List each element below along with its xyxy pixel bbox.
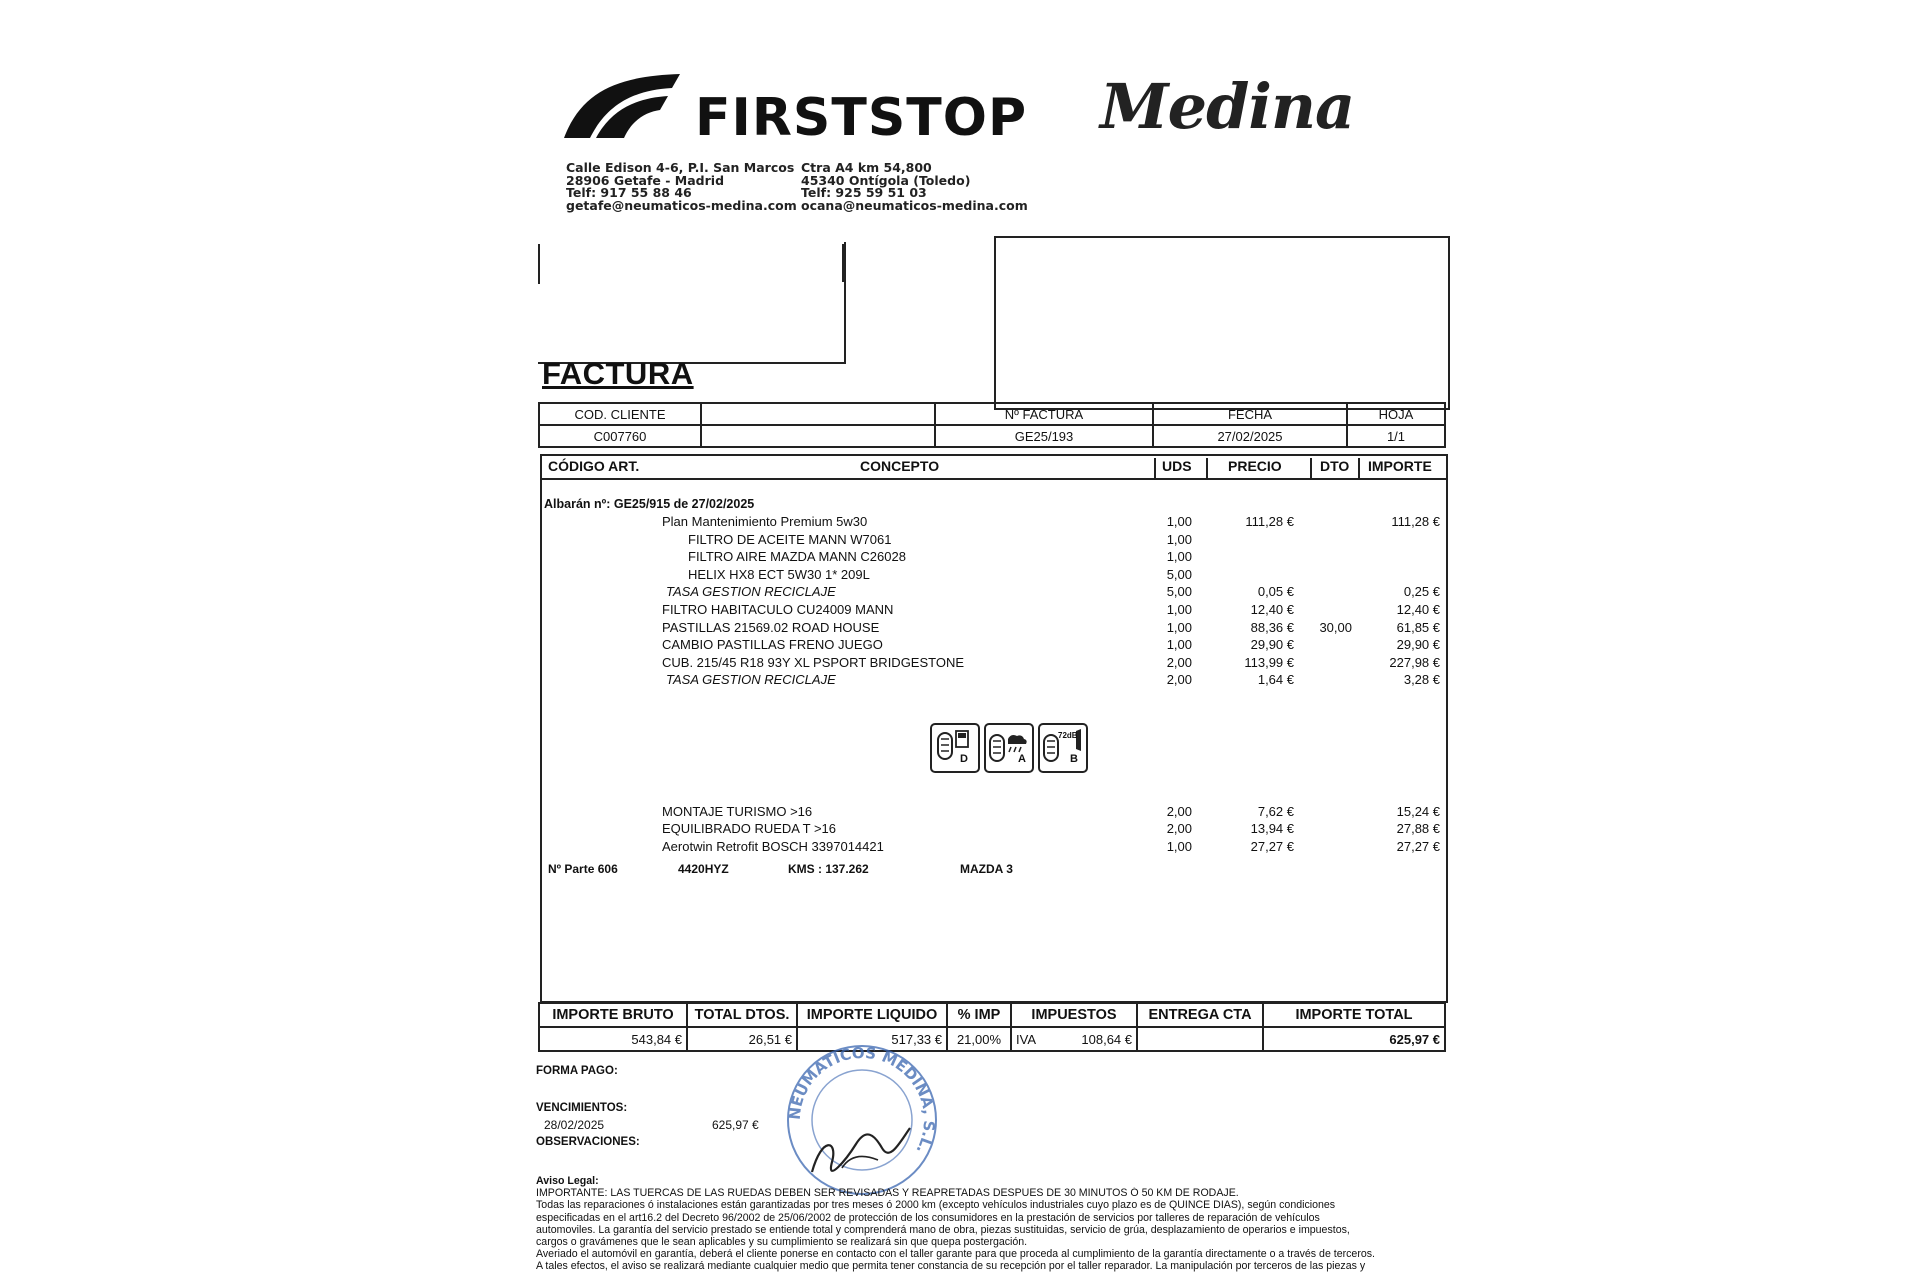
vencimientos-label: VENCIMIENTOS: [536,1102,628,1114]
n-factura-label: Nº FACTURA [935,403,1153,425]
line-precio: 88,36 € [1250,620,1294,635]
redacted-box-edge [538,244,540,284]
line-importe: 61,85 € [1396,620,1440,635]
bruto-label: IMPORTE BRUTO [539,1003,687,1027]
legal-title: Aviso Legal: [536,1175,599,1187]
wet-grip-badge [984,723,1034,773]
address-line: getafe@neumaticos-medina.com [566,197,797,213]
impuestos-label: IMPUESTOS [1011,1003,1137,1027]
address-line: ocana@neumaticos-medina.com [801,197,1028,213]
line-uds: 2,00 [1166,672,1192,687]
line-uds: 2,00 [1166,804,1192,819]
line-precio: 29,90 € [1250,637,1294,652]
legal-line: Averiado el automóvil en garantía, deberá el cliente ponerse en contacto con el taller garante para que proceda al cumplimiento de la garantía directamente o a través de terceros. [536,1248,1375,1261]
total-value: 625,97 € [1263,1027,1445,1051]
forma-pago-label: FORMA PAGO: [536,1065,618,1077]
line-concepto: EQUILIBRADO RUEDA T >16 [662,821,837,836]
liquido-label: IMPORTE LIQUIDO [797,1003,947,1027]
medina-logo: Medina [1100,70,1355,143]
redacted-box-edge [842,244,844,282]
impuestos-value: 108,64 € [1081,1031,1132,1047]
line-uds: 5,00 [1166,584,1192,599]
line-uds: 1,00 [1166,532,1192,547]
albaran-line: Albarán nº: GE25/915 de 27/02/2025 [544,497,755,511]
redacted-cell [701,425,935,447]
col-precio: PRECIO [1228,458,1282,474]
line-importe: 29,90 € [1396,637,1440,652]
line-uds: 5,00 [1166,567,1192,582]
totals-table [538,1002,1446,1052]
items-header [542,456,1446,480]
line-precio: 0,05 € [1257,584,1294,599]
vehicle-kms: KMS : 137.262 [788,862,869,876]
line-concepto: FILTRO DE ACEITE MANN W7061 [688,532,892,547]
line-precio: 13,94 € [1250,821,1294,836]
line-precio: 1,64 € [1257,672,1294,687]
address-line: 45340 Ontígola (Toledo) [801,172,971,188]
fuel-pump-icon [932,725,978,771]
column-divider [1310,458,1312,480]
cod-cliente-value: C007760 [539,425,701,447]
line-importe: 27,88 € [1396,821,1440,836]
vehicle-model: MAZDA 3 [960,862,1013,876]
line-uds: 1,00 [1166,602,1192,617]
column-divider [1358,458,1360,480]
line-uds: 1,00 [1166,514,1192,529]
redacted-client-box [994,236,1450,410]
firststop-wordmark: FIRSTSTOP [695,88,1028,148]
invoice-sheet [530,12,1450,1273]
address-ontigola [801,162,1028,212]
entrega-label: ENTREGA CTA [1137,1003,1263,1027]
wet-class: A [1018,753,1026,765]
address-line: Ctra A4 km 54,800 [801,160,932,175]
hoja-label: HOJA [1347,403,1445,425]
redacted-sender-box [538,242,846,364]
line-concepto: FILTRO HABITACULO CU24009 MANN [662,602,894,617]
line-uds: 2,00 [1166,655,1192,670]
parte-number: Nº Parte 606 [548,862,618,876]
line-concepto: PASTILLAS 21569.02 ROAD HOUSE [662,620,880,635]
vencimiento-fecha: 28/02/2025 [544,1118,605,1132]
observaciones-label: OBSERVACIONES: [536,1136,640,1148]
line-uds: 1,00 [1166,549,1192,564]
line-concepto: MONTAJE TURISMO >16 [662,804,813,819]
invoice-items [540,454,1448,1003]
iva-label: IVA [1016,1031,1036,1047]
invoice-header-table [538,402,1446,448]
fecha-value: 27/02/2025 [1153,425,1347,447]
col-uds: UDS [1162,458,1192,474]
fuel-efficiency-badge [930,723,980,773]
pct-value: 21,00% [947,1027,1011,1051]
line-precio: 111,28 € [1245,514,1294,529]
document-title: FACTURA [542,356,694,391]
tyre-eu-label [930,723,1090,775]
entrega-value [1137,1027,1263,1051]
address-line: 28906 Getafe - Madrid [566,172,725,188]
impuestos-cell [1011,1027,1137,1051]
col-concepto: CONCEPTO [860,458,940,474]
hoja-value: 1/1 [1347,425,1445,447]
noise-db: 72dB [1058,731,1078,740]
vencimiento-importe: 625,97 € [712,1118,759,1132]
noise-badge [1038,723,1088,773]
legal-line: IMPORTANTE: LAS TUERCAS DE LAS RUEDAS DEBEN SER REVISADAS Y REAPRETADAS DESPUES DE 30 MINUTOS Ó 50 KM DE RODAJE. [536,1187,1239,1200]
line-precio: 12,40 € [1250,602,1294,617]
line-concepto: CAMBIO PASTILLAS FRENO JUEGO [662,637,883,652]
line-uds: 1,00 [1166,620,1192,635]
col-importe: IMPORTE [1368,458,1432,474]
address-line: Telf: 917 55 88 46 [566,185,692,200]
firststop-logo [560,70,1028,150]
n-factura-value: GE25/193 [935,425,1153,447]
noise-class: B [1070,753,1078,765]
address-line: Telf: 925 59 51 03 [801,185,927,200]
line-concepto: Plan Mantenimiento Premium 5w30 [662,514,868,529]
line-concepto: FILTRO AIRE MAZDA MANN C26028 [688,549,906,564]
line-concepto: TASA GESTION RECICLAJE [666,672,836,687]
legal-line: Todas las reparaciones ó instalaciones están garantizadas por tres meses ó 2000 km (excepto vehículos industriales cuyo plazo es de QUINCE DIAS), según condiciones [536,1199,1336,1212]
liquido-value: 517,33 € [797,1027,947,1051]
line-uds: 1,00 [1166,637,1192,652]
line-concepto: Aerotwin Retrofit BOSCH 3397014421 [662,839,884,854]
cod-cliente-label: COD. CLIENTE [539,403,701,425]
legal-line: A tales efectos, el aviso se realizará mediante cualquier medio que permita tener constancia de su recepción por el taller reparador. La manipulación por terceros de las piezas y [536,1260,1366,1273]
address-getafe [566,162,797,212]
vehicle-plate: 4420HYZ [678,862,729,876]
line-dto: 30,00 [1319,620,1352,635]
line-precio: 113,99 € [1244,655,1294,670]
line-precio: 7,62 € [1257,804,1294,819]
legal-notice [536,1175,1448,1273]
col-codigo: CÓDIGO ART. [548,458,640,474]
line-importe: 0,25 € [1403,584,1440,599]
pct-label: % IMP [947,1003,1011,1027]
line-concepto: TASA GESTION RECICLAJE [666,584,836,599]
redacted-cell [701,403,935,425]
line-concepto: HELIX HX8 ECT 5W30 1* 209L [688,567,870,582]
firststop-swoosh-icon [560,70,700,140]
legal-line: cargos o gravámenes que le sean aplicables y su cumplimiento se realizará sin que quepa postergación. [536,1236,1028,1249]
col-dto: DTO [1320,458,1350,474]
line-uds: 1,00 [1166,839,1192,854]
dtos-label: TOTAL DTOS. [687,1003,797,1027]
line-importe: 27,27 € [1396,839,1440,854]
column-divider [1154,458,1156,480]
line-concepto: CUB. 215/45 R18 93Y XL PSPORT BRIDGESTONE [662,655,965,670]
line-importe: 15,24 € [1396,804,1440,819]
line-uds: 2,00 [1166,821,1192,836]
legal-line: especificadas en el art16.2 del Decreto 96/2002 de 25/06/2002 de protección de los consumidores en la prestación de servicios por talleres de reparación de vehículos [536,1211,1320,1224]
line-importe: 12,40 € [1396,602,1440,617]
line-precio: 27,27 € [1250,839,1294,854]
line-importe: 3,28 € [1403,672,1440,687]
line-importe: 227,98 € [1389,655,1440,670]
address-line: Calle Edison 4-6, P.I. San Marcos [566,160,795,175]
bruto-value: 543,84 € [539,1027,687,1051]
dtos-value: 26,51 € [687,1027,797,1051]
column-divider [1206,458,1208,480]
fecha-label: FECHA [1153,403,1347,425]
svg-text:NEUMATICOS MEDINA, S.L.: NEUMATICOS MEDINA, S.L. [785,1043,939,1157]
legal-line: automoviles. La garantía del servicio prestado se entiende total y comprenderá mano de obra, piezas sustituidas, servicio de grúa, desplazamiento de operarios e impuestos, [536,1223,1350,1236]
line-importe: 111,28 € [1391,514,1440,529]
total-label: IMPORTE TOTAL [1263,1003,1445,1027]
fuel-class: D [960,753,968,765]
